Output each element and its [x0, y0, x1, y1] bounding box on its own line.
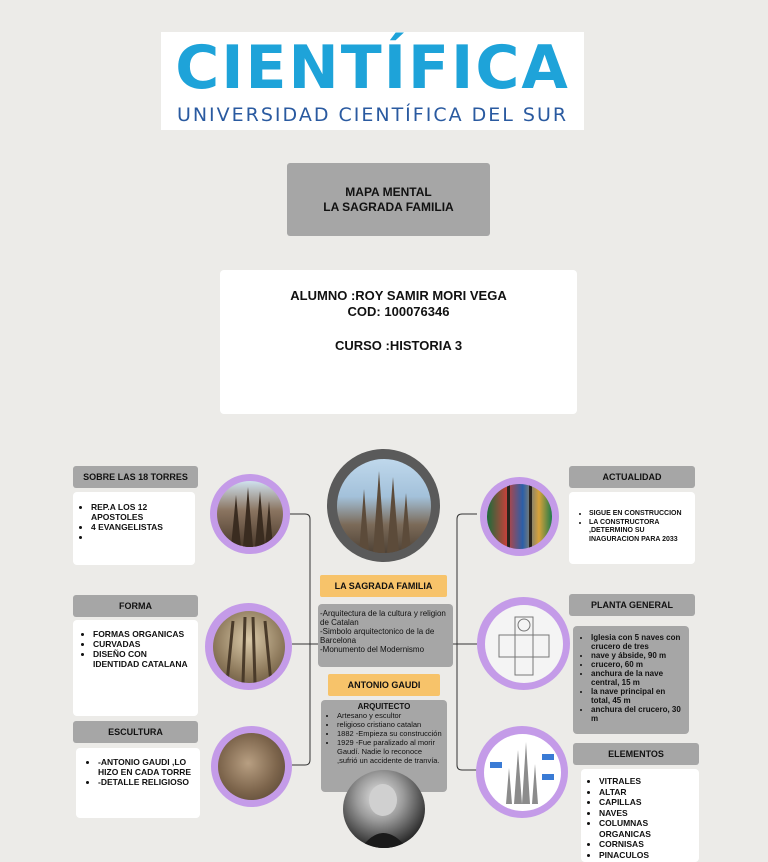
- list-item: • FORMAS ORGANICAS: [93, 629, 194, 639]
- actualidad-photo: [487, 484, 552, 549]
- towers-list: [77, 502, 189, 542]
- actualidad-card: [569, 492, 695, 564]
- list-item: • anchura de la nave central, 15 m: [591, 669, 685, 687]
- list-item: • SIGUE EN CONSTRUCCION: [589, 510, 691, 519]
- list-item: • 1929 -Fue paralizado al morir Gaudí. Nadie lo reconoce ,sufrió un accidente de tranvía.: [337, 738, 443, 765]
- elementos-photo: [484, 734, 561, 811]
- student-course: CURSO :HISTORIA 3: [334, 338, 463, 353]
- list-item: • crucero, 60 m: [591, 660, 685, 669]
- escultura-photo: [218, 733, 285, 800]
- forma-header: FORMA: [73, 595, 198, 617]
- logo-brand: CIENTÍFICA: [175, 33, 570, 103]
- title-card: [287, 163, 490, 236]
- escultura-list: [84, 757, 196, 787]
- planta-header: PLANTA GENERAL: [569, 594, 695, 616]
- list-item: • CURVADAS: [93, 639, 194, 649]
- architect-label: ANTONIO GAUDI: [328, 674, 440, 696]
- student-card: [220, 270, 577, 414]
- list-item: • Artesano y escultor: [337, 711, 443, 720]
- elementos-photo-ring: [476, 726, 568, 818]
- elementos-card: [581, 769, 699, 862]
- list-item: • NAVES: [599, 808, 695, 819]
- list-item: • COLUMNAS ORGANICAS: [599, 818, 695, 839]
- list-item: • ALTAR: [599, 787, 695, 798]
- actualidad-header: ACTUALIDAD: [569, 466, 695, 488]
- gaudi-portrait: [343, 770, 425, 848]
- elementos-list: [585, 776, 695, 860]
- list-item: • 4 EVANGELISTAS: [91, 522, 189, 532]
- escultura-photo-ring: [211, 726, 292, 807]
- actualidad-photo-ring: [480, 477, 559, 556]
- planta-photo-ring: [477, 597, 570, 690]
- list-item: • REP.A LOS 12 APOSTOLES: [91, 502, 189, 522]
- student-name: ALUMNO :ROY SAMIR MORI VEGA: [290, 288, 507, 303]
- architect-title: ARQUITECTO: [357, 702, 411, 711]
- list-item: • Iglesia con 5 naves con crucero de tres: [591, 633, 685, 651]
- main-photo-ring: [327, 449, 440, 562]
- planta-card: [573, 626, 689, 734]
- elementos-header: ELEMENTOS: [573, 743, 699, 765]
- list-item: • la nave principal en total, 45 m: [591, 687, 685, 705]
- towers-card: [73, 492, 195, 565]
- list-item: • 1882 -Empieza su construcción: [337, 729, 443, 738]
- forma-photo: [213, 611, 285, 683]
- student-code: COD: 100076346: [347, 304, 450, 319]
- towers-photo: [217, 481, 283, 547]
- forma-photo-ring: [205, 603, 292, 690]
- escultura-header: ESCULTURA: [73, 721, 198, 743]
- title-line2: LA SAGRADA FAMILIA: [323, 199, 454, 214]
- list-item: • CORNISAS: [599, 839, 695, 850]
- logo-subtitle: UNIVERSIDAD CIENTÍFICA DEL SUR: [176, 104, 569, 126]
- description-line: -Simbolo arquitectonico de la de Barcelona: [320, 627, 435, 645]
- list-item: • nave y ábside, 90 m: [591, 651, 685, 660]
- list-item: • anchura del crucero, 30 m: [591, 705, 685, 723]
- towers-photo-ring: [210, 474, 290, 554]
- list-item: • -ANTONIO GAUDI ,LO HIZO EN CADA TORRE: [98, 757, 196, 777]
- planta-list: [577, 633, 685, 723]
- list-item: • PINACULOS: [599, 850, 695, 861]
- list-item: [91, 532, 189, 542]
- towers-header: SOBRE LAS 18 TORRES: [73, 466, 198, 488]
- forma-card: [73, 620, 198, 716]
- main-photo: [337, 459, 431, 553]
- planta-photo: [485, 605, 563, 683]
- university-logo: [161, 32, 584, 130]
- right-connector: [457, 514, 477, 770]
- center-description: [318, 604, 453, 667]
- actualidad-list: [575, 510, 691, 544]
- escultura-card: [76, 748, 200, 818]
- list-item: • VITRALES: [599, 776, 695, 787]
- list-item: • DISEÑO CON IDENTIDAD CATALANA: [93, 649, 194, 669]
- list-item: • LA CONSTRUCTORA ,DETERMINO SU INAGURACION PARA 2033: [589, 519, 691, 545]
- title-line1: MAPA MENTAL: [345, 184, 432, 199]
- forma-list: [79, 629, 194, 669]
- description-line: -Monumento del Modernismo: [320, 645, 425, 654]
- list-item: • religioso cristiano catalan: [337, 720, 443, 729]
- list-item: • CAPILLAS: [599, 797, 695, 808]
- center-label: LA SAGRADA FAMILIA: [320, 575, 447, 597]
- architect-list: [325, 711, 443, 765]
- description-line: -Arquitectura de la cultura y religion de Catalan: [320, 609, 446, 627]
- list-item: • -DETALLE RELIGIOSO: [98, 777, 196, 787]
